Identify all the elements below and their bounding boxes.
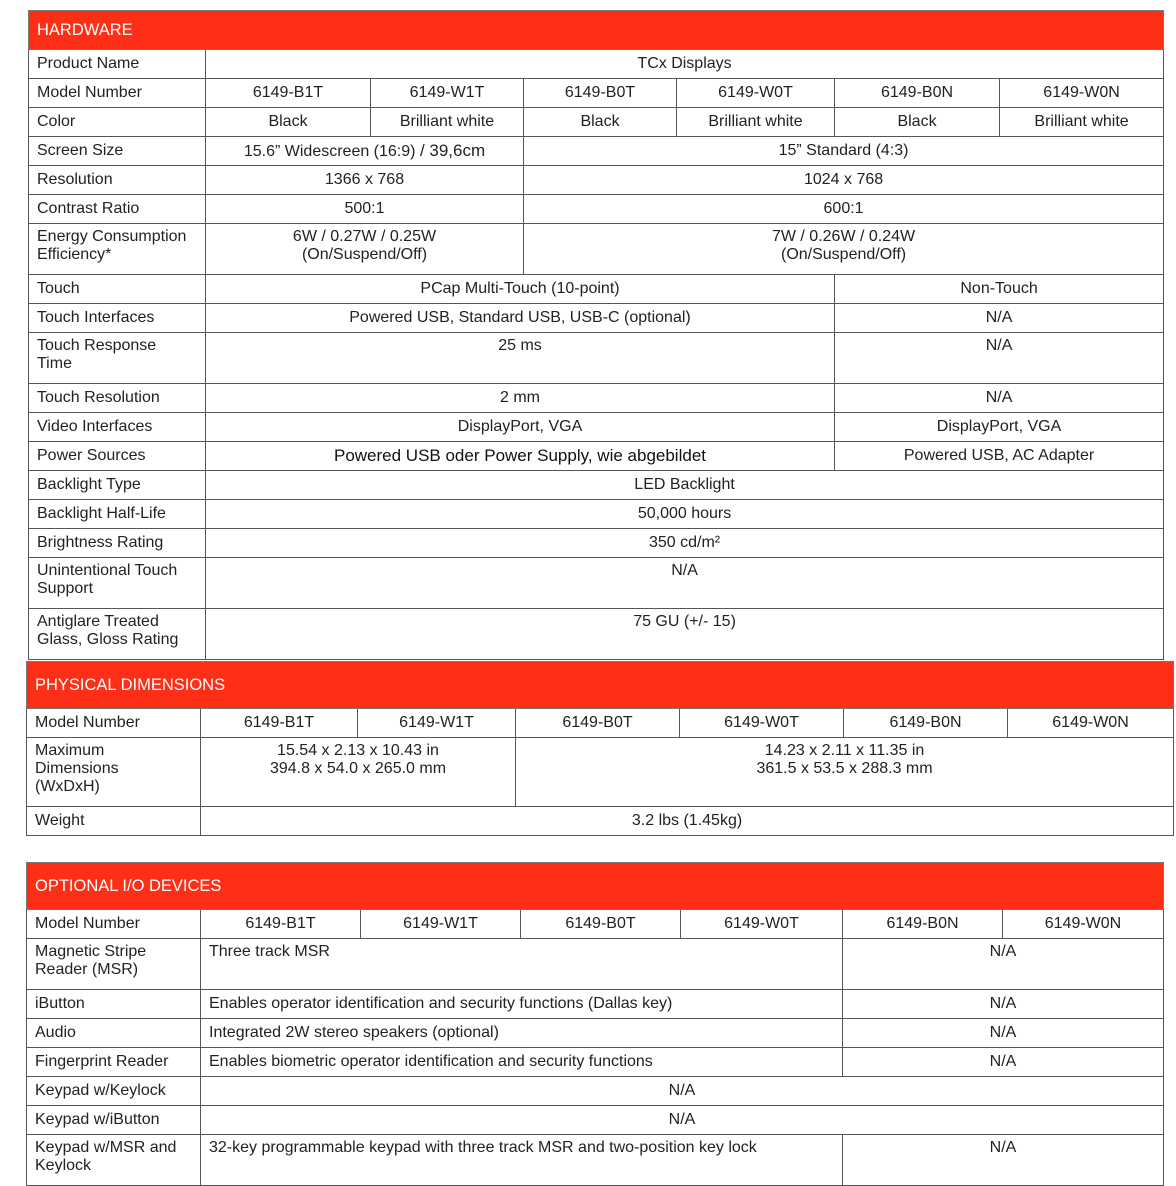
row-label-line: Support — [37, 580, 94, 597]
row-label: Model Number — [27, 709, 201, 738]
cell: 2 mm — [206, 384, 835, 413]
cell-line: 394.8 x 54.0 x 265.0 mm — [269, 760, 447, 777]
cell: N/A — [201, 1077, 1164, 1106]
model-cell: 6149-W0T — [680, 709, 844, 738]
io-section — [26, 862, 1163, 1186]
row-label: iButton — [27, 990, 201, 1019]
table-row — [29, 166, 1164, 195]
row-label — [27, 939, 201, 990]
cell: N/A — [835, 384, 1164, 413]
io-table — [26, 862, 1164, 1186]
model-cell: 6149-W1T — [361, 910, 521, 939]
model-cell: 6149-B0T — [524, 79, 677, 108]
section-title: OPTIONAL I/O DEVICES — [27, 863, 1164, 910]
cell: DisplayPort, VGA — [206, 413, 835, 442]
row-label-line: Magnetic Stripe — [35, 943, 147, 960]
table-row — [29, 108, 1164, 137]
table-row — [27, 807, 1174, 836]
cell-line: 7W / 0.26W / 0.24W — [771, 228, 916, 245]
cell: N/A — [843, 939, 1164, 990]
cell: TCx Displays — [206, 50, 1164, 79]
cell: 50,000 hours — [206, 500, 1164, 529]
cell: 350 cd/m² — [206, 529, 1164, 558]
hardware-table — [28, 10, 1164, 660]
table-row — [27, 1048, 1164, 1077]
cell: N/A — [843, 1135, 1164, 1186]
table-row — [29, 558, 1164, 609]
table-row — [29, 224, 1164, 275]
color-cell: Brilliant white — [1000, 108, 1164, 137]
model-cell: 6149-B1T — [201, 910, 361, 939]
table-row — [29, 79, 1164, 108]
row-label: Backlight Half-Life — [29, 500, 206, 529]
row-label-line: Energy Consumption — [37, 228, 187, 245]
screen-wide-suffix: / 39,6cm — [419, 140, 486, 160]
table-row — [29, 471, 1164, 500]
model-cell: 6149-W0T — [681, 910, 843, 939]
row-label: Touch Resolution — [29, 384, 206, 413]
row-label-line: (WxDxH) — [35, 778, 100, 795]
cell: Powered USB oder Power Supply, wie abgebildet — [206, 442, 835, 471]
table-row — [29, 609, 1164, 660]
color-cell: Brilliant white — [677, 108, 835, 137]
cell: 1366 x 768 — [206, 166, 524, 195]
cell: LED Backlight — [206, 471, 1164, 500]
cell-line: (On/Suspend/Off) — [780, 246, 907, 263]
row-label-line: Glass, Gloss Rating — [37, 631, 179, 648]
model-cell: 6149-B1T — [206, 79, 371, 108]
row-label — [27, 1135, 201, 1186]
cell — [524, 224, 1164, 275]
row-label: Brightness Rating — [29, 529, 206, 558]
model-cell: 6149-B0N — [835, 79, 1000, 108]
table-row — [29, 50, 1164, 79]
table-row — [27, 910, 1164, 939]
table-row — [29, 137, 1164, 166]
cell: N/A — [835, 333, 1164, 384]
cell — [206, 224, 524, 275]
cell: 600:1 — [524, 195, 1164, 224]
cell: N/A — [201, 1106, 1164, 1135]
cell: 25 ms — [206, 333, 835, 384]
model-cell: 6149-B0T — [516, 709, 680, 738]
screen-wide: 15.6” Widescreen (16:9) — [243, 142, 416, 160]
row-label: Audio — [27, 1019, 201, 1048]
table-row — [29, 275, 1164, 304]
table-row — [27, 738, 1174, 807]
row-label: Power Sources — [29, 442, 206, 471]
row-label — [29, 224, 206, 275]
row-label: Product Name — [29, 50, 206, 79]
section-title: PHYSICAL DIMENSIONS — [27, 662, 1174, 709]
row-label-line: Efficiency* — [37, 246, 112, 263]
cell: N/A — [206, 558, 1164, 609]
row-label-line: Time — [37, 355, 72, 372]
cell: Enables operator identification and security functions (Dallas key) — [201, 990, 843, 1019]
cell — [206, 137, 524, 166]
cell: 32-key programmable keypad with three track MSR and two-position key lock — [201, 1135, 843, 1186]
table-row — [27, 1077, 1164, 1106]
table-row — [29, 500, 1164, 529]
cell: Powered USB, Standard USB, USB-C (optional) — [206, 304, 835, 333]
table-row — [29, 304, 1164, 333]
table-row — [27, 1106, 1164, 1135]
row-label-line: Touch Response — [37, 337, 157, 354]
cell: 1024 x 768 — [524, 166, 1164, 195]
table-row — [29, 442, 1164, 471]
row-label — [27, 738, 201, 807]
cell: Enables biometric operator identification and security functions — [201, 1048, 843, 1077]
row-label: Fingerprint Reader — [27, 1048, 201, 1077]
cell: N/A — [835, 304, 1164, 333]
row-label: Resolution — [29, 166, 206, 195]
model-cell: 6149-B1T — [201, 709, 358, 738]
row-label: Touch — [29, 275, 206, 304]
row-label-line: Antiglare Treated — [37, 613, 159, 630]
cell: Powered USB, AC Adapter — [835, 442, 1164, 471]
table-row — [29, 195, 1164, 224]
table-row — [27, 1019, 1164, 1048]
row-label — [29, 333, 206, 384]
hardware-section — [28, 10, 1163, 660]
model-cell: 6149-W0N — [1003, 910, 1164, 939]
color-cell: Black — [835, 108, 1000, 137]
cell: Three track MSR — [201, 939, 843, 990]
cell-line: (On/Suspend/Off) — [301, 246, 428, 263]
model-cell: 6149-W0N — [1008, 709, 1174, 738]
cell: 75 GU (+/- 15) — [206, 609, 1164, 660]
row-label: Backlight Type — [29, 471, 206, 500]
model-cell: 6149-W1T — [358, 709, 516, 738]
model-cell: 6149-B0N — [843, 910, 1003, 939]
cell: DisplayPort, VGA — [835, 413, 1164, 442]
row-label-line: Reader (MSR) — [35, 961, 139, 978]
row-label: Model Number — [29, 79, 206, 108]
cell-line: 6W / 0.27W / 0.25W — [292, 228, 437, 245]
row-label: Weight — [27, 807, 201, 836]
row-label — [29, 609, 206, 660]
cell: PCap Multi-Touch (10-point) — [206, 275, 835, 304]
color-cell: Black — [206, 108, 371, 137]
model-cell: 6149-B0N — [844, 709, 1008, 738]
model-cell: 6149-W0N — [1000, 79, 1164, 108]
row-label-line: Keypad w/MSR and — [35, 1139, 177, 1156]
cell: 3.2 lbs (1.45kg) — [201, 807, 1174, 836]
table-row — [29, 529, 1164, 558]
cell: 15” Standard (4:3) — [524, 137, 1164, 166]
table-row — [27, 939, 1164, 990]
table-row — [27, 990, 1164, 1019]
row-label — [29, 558, 206, 609]
row-label-line: Unintentional Touch — [37, 562, 178, 579]
row-label: Touch Interfaces — [29, 304, 206, 333]
row-label: Video Interfaces — [29, 413, 206, 442]
table-row — [29, 384, 1164, 413]
row-label: Keypad w/iButton — [27, 1106, 201, 1135]
model-cell: 6149-W1T — [371, 79, 524, 108]
table-row — [29, 413, 1164, 442]
color-cell: Black — [524, 108, 677, 137]
table-row — [27, 1135, 1164, 1186]
model-cell: 6149-W0T — [677, 79, 835, 108]
row-label: Contrast Ratio — [29, 195, 206, 224]
cell-line: 15.54 x 2.13 x 10.43 in — [277, 742, 439, 759]
row-label: Color — [29, 108, 206, 137]
cell: Integrated 2W stereo speakers (optional) — [201, 1019, 843, 1048]
row-label: Model Number — [27, 910, 201, 939]
cell — [516, 738, 1174, 807]
physical-table — [26, 661, 1174, 836]
cell-line: 14.23 x 2.11 x 11.35 in — [764, 742, 925, 759]
cell: N/A — [843, 1048, 1164, 1077]
row-label-line: Dimensions — [35, 760, 119, 777]
section-title: HARDWARE — [29, 11, 1164, 50]
row-label: Keypad w/Keylock — [27, 1077, 201, 1106]
cell: N/A — [843, 990, 1164, 1019]
cell — [201, 738, 516, 807]
cell: N/A — [843, 1019, 1164, 1048]
row-label: Screen Size — [29, 137, 206, 166]
color-cell: Brilliant white — [371, 108, 524, 137]
table-row — [29, 333, 1164, 384]
physical-section — [26, 661, 1173, 836]
cell: 500:1 — [206, 195, 524, 224]
model-cell: 6149-B0T — [521, 910, 681, 939]
cell: Non-Touch — [835, 275, 1164, 304]
cell-line: 361.5 x 53.5 x 288.3 mm — [756, 760, 933, 777]
row-label-line: Keylock — [35, 1157, 92, 1174]
table-row — [27, 709, 1174, 738]
row-label-line: Maximum — [35, 742, 105, 759]
